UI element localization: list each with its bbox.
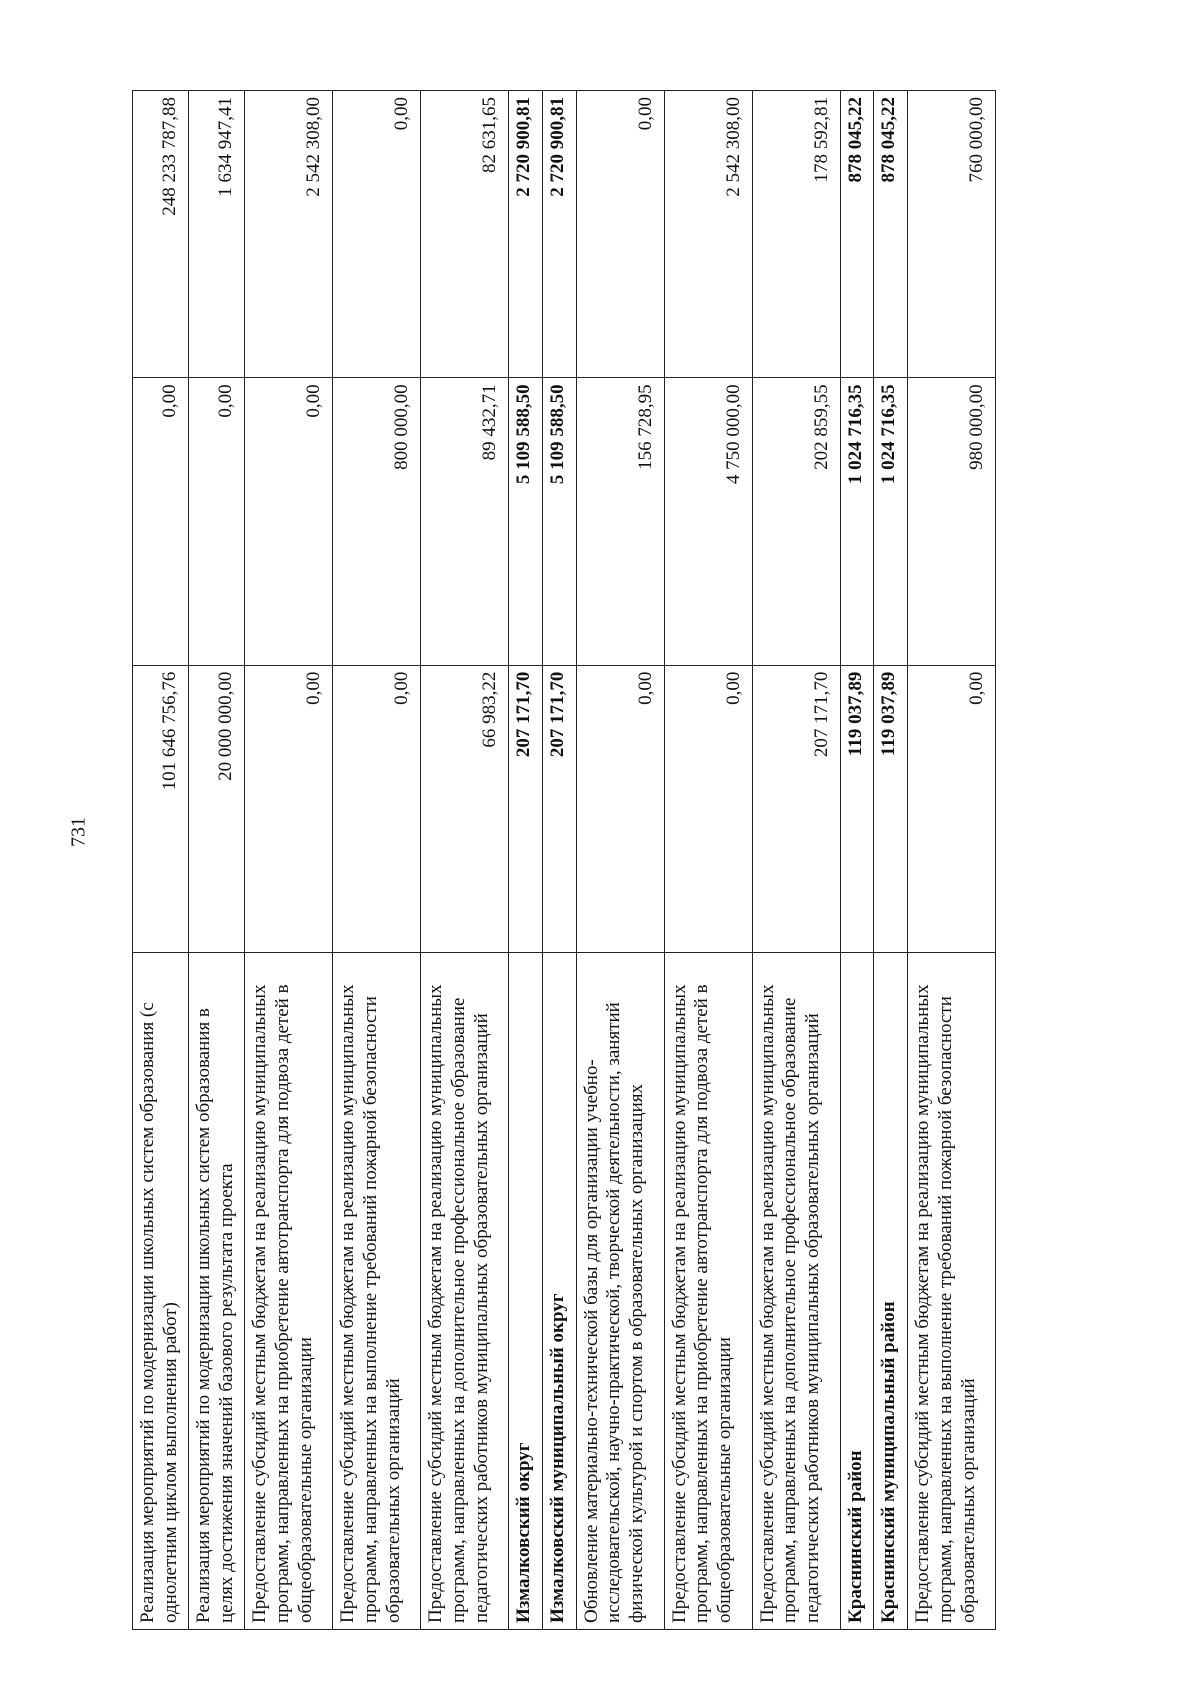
budget-table [132, 90, 996, 1630]
row-description: Измалковский округ [509, 953, 543, 1630]
value-cell-3: 0,00 [576, 91, 664, 378]
row-description: Предоставление субсидий местным бюджетам на реализацию муниципальных программ, направленных на выполнение требований пожарной безопасности образовательных организаций [333, 953, 421, 1630]
table-row [576, 91, 664, 1630]
value-cell-3: 178 592,81 [752, 91, 840, 378]
value-cell-1: 0,00 [576, 665, 664, 952]
table-row [840, 91, 874, 1630]
value-cell-3: 0,00 [333, 91, 421, 378]
table-row [133, 91, 189, 1630]
row-description: Обновление материально-технической базы для организации учебно-исследовательской, научно-практической, творческой деятельности, занятий физической культурой и спортом в образовательных организациях [576, 953, 664, 1630]
row-description: Предоставление субсидий местным бюджетам на реализацию муниципальных программ, направленных на приобретение автотранспорта для подвоза детей в общеобразовательные организации [245, 953, 333, 1630]
value-cell-1: 207 171,70 [509, 665, 543, 952]
value-cell-2: 0,00 [245, 378, 333, 665]
row-description: Предоставление субсидий местным бюджетам на реализацию муниципальных программ, направленных на дополнительное профессиональное образование педагогических работников муниципальных образовательных организаций [421, 953, 509, 1630]
table-row [874, 91, 908, 1630]
row-description: Предоставление субсидий местным бюджетам на реализацию муниципальных программ, направленных на приобретение автотранспорта для подвоза детей в общеобразовательные организации [664, 953, 752, 1630]
value-cell-3: 1 634 947,41 [189, 91, 245, 378]
value-cell-3: 878 045,22 [874, 91, 908, 378]
value-cell-2: 5 109 588,50 [509, 378, 543, 665]
page-number: 731 [67, 817, 90, 847]
value-cell-2: 0,00 [189, 378, 245, 665]
value-cell-2: 4 750 000,00 [664, 378, 752, 665]
table-row [189, 91, 245, 1630]
value-cell-1: 0,00 [664, 665, 752, 952]
table-row [333, 91, 421, 1630]
value-cell-2: 980 000,00 [908, 378, 996, 665]
value-cell-3: 2 720 900,81 [542, 91, 576, 378]
row-description: Реализация мероприятий по модернизации школьных систем образования (с однолетним циклом выполнения работ) [133, 953, 189, 1630]
value-cell-2: 0,00 [133, 378, 189, 665]
table-row [908, 91, 996, 1630]
value-cell-1: 0,00 [908, 665, 996, 952]
table-row [421, 91, 509, 1630]
value-cell-2: 1 024 716,35 [874, 378, 908, 665]
row-description: Предоставление субсидий местным бюджетам на реализацию муниципальных программ, направленных на выполнение требований пожарной безопасности образовательных организаций [908, 953, 996, 1630]
value-cell-1: 119 037,89 [840, 665, 874, 952]
value-cell-3: 2 542 308,00 [245, 91, 333, 378]
row-description: Краснинский район [840, 953, 874, 1630]
value-cell-2: 1 024 716,35 [840, 378, 874, 665]
value-cell-2: 5 109 588,50 [542, 378, 576, 665]
value-cell-3: 248 233 787,88 [133, 91, 189, 378]
value-cell-1: 119 037,89 [874, 665, 908, 952]
row-description: Измалковский муниципальный округ [542, 953, 576, 1630]
value-cell-1: 207 171,70 [752, 665, 840, 952]
value-cell-3: 2 720 900,81 [509, 91, 543, 378]
value-cell-2: 800 000,00 [333, 378, 421, 665]
value-cell-1: 207 171,70 [542, 665, 576, 952]
value-cell-3: 82 631,65 [421, 91, 509, 378]
value-cell-1: 0,00 [333, 665, 421, 952]
table-row [509, 91, 543, 1630]
value-cell-2: 202 859,55 [752, 378, 840, 665]
row-description: Предоставление субсидий местным бюджетам на реализацию муниципальных программ, направленных на дополнительное профессиональное образование педагогических работников муниципальных образовательных организаций [752, 953, 840, 1630]
value-cell-3: 878 045,22 [840, 91, 874, 378]
value-cell-1: 0,00 [245, 665, 333, 952]
table-row [664, 91, 752, 1630]
table-row [245, 91, 333, 1630]
rotated-table-container [132, 90, 1007, 1630]
table-row [542, 91, 576, 1630]
value-cell-3: 2 542 308,00 [664, 91, 752, 378]
row-description: Краснинский муниципальный район [874, 953, 908, 1630]
value-cell-2: 89 432,71 [421, 378, 509, 665]
value-cell-1: 66 983,22 [421, 665, 509, 952]
value-cell-1: 101 646 756,76 [133, 665, 189, 952]
value-cell-1: 20 000 000,00 [189, 665, 245, 952]
value-cell-3: 760 000,00 [908, 91, 996, 378]
row-description: Реализация мероприятий по модернизации школьных систем образования в целях достижения значений базового результата проекта [189, 953, 245, 1630]
value-cell-2: 156 728,95 [576, 378, 664, 665]
table-row [752, 91, 840, 1630]
